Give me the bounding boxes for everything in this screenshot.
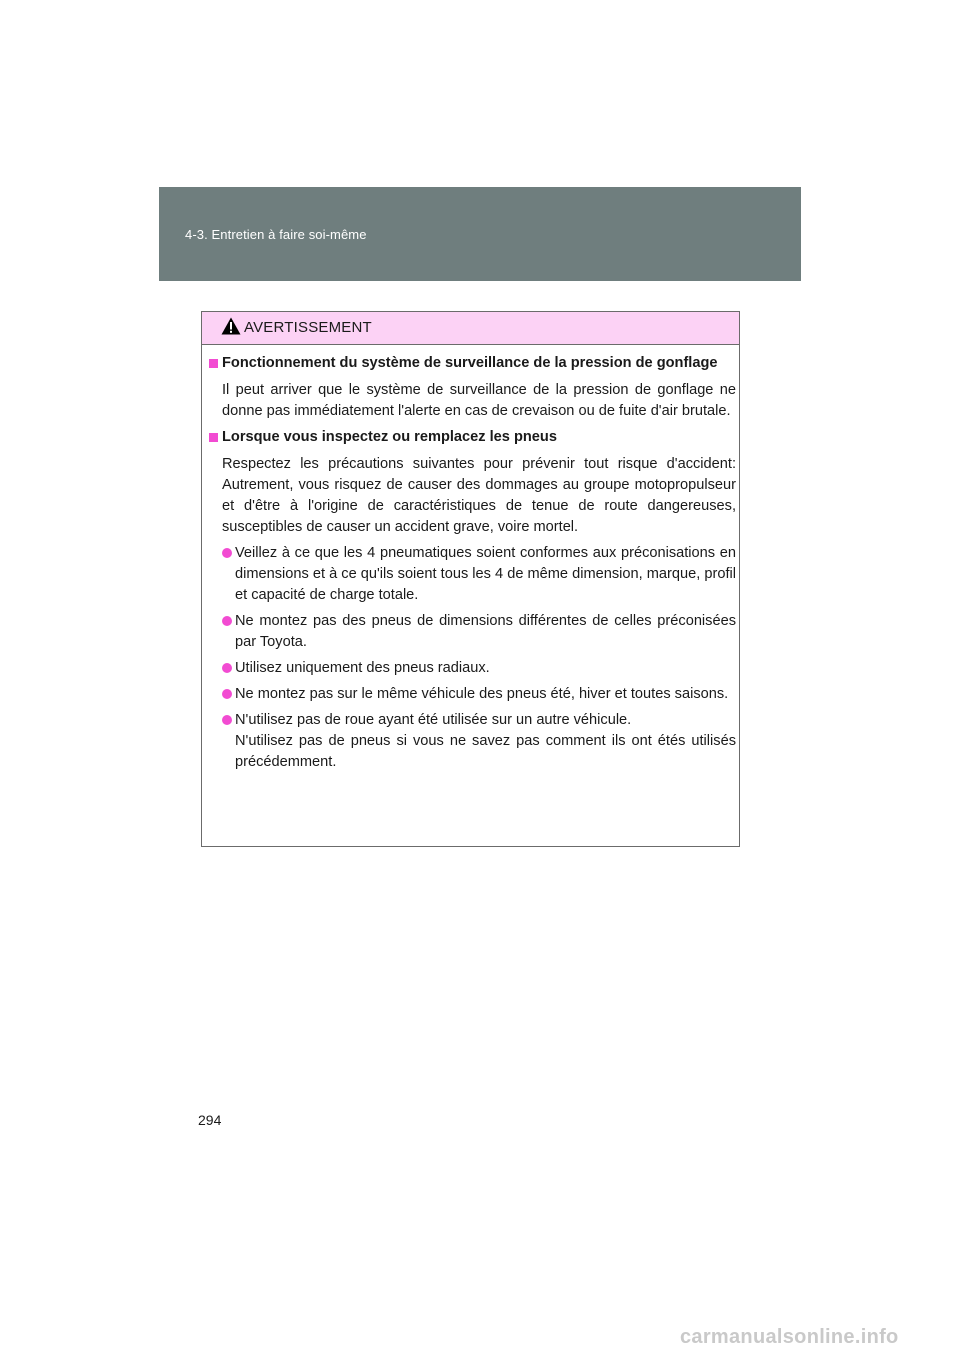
list-item-text: Ne montez pas sur le même véhicule des pneus été, hiver et toutes saisons.	[235, 686, 729, 702]
round-bullet-icon	[222, 616, 232, 626]
list-item-text: Veillez à ce que les 4 pneumatiques soient conformes aux préconisations en dimensions et à ce qu'ils soient tous les 4 de même dimension, marque, profil et capacité de charge totale.	[235, 545, 736, 603]
section-heading	[209, 427, 736, 448]
list-item-line: N'utilisez pas de roue ayant été utilisée sur un autre véhicule.	[235, 712, 632, 728]
section-heading	[209, 353, 736, 374]
list-item-text	[235, 710, 736, 773]
list-item	[222, 684, 736, 705]
list-item	[222, 658, 736, 679]
round-bullet-icon	[222, 689, 232, 699]
round-bullet-icon	[222, 663, 232, 673]
warning-title: AVERTISSEMENT	[244, 319, 372, 336]
warning-triangle-icon	[221, 317, 241, 335]
section-paragraph: Respectez les précautions suivantes pour prévenir tout risque d'accident: Autrement, vous risquez de causer des dommages au groupe motopropulseur et d'être à l'origine de caractéristiques de tenue de route dangereuses, susceptibles de causer un accident grave, voire mortel.	[222, 456, 736, 535]
round-bullet-icon	[222, 715, 232, 725]
warning-content	[209, 353, 736, 778]
watermark: carmanualsonline.info	[680, 1326, 899, 1348]
section-heading-text: Lorsque vous inspectez ou remplacez les pneus	[222, 429, 557, 445]
warning-box	[201, 311, 740, 847]
list-item	[222, 543, 736, 606]
list-item-line: N'utilisez pas de pneus si vous ne savez pas comment ils ont étés utilisés précédemment.	[235, 733, 736, 770]
list-item	[222, 611, 736, 653]
section-heading-text: Fonctionnement du système de surveillance de la pression de gonflage	[222, 355, 718, 371]
header-band	[159, 187, 801, 281]
list-item	[222, 710, 736, 773]
section-paragraph: Il peut arriver que le système de surveillance de la pression de gonflage ne donne pas immédiatement l'alerte en cas de crevaison ou de fuite d'air brutale.	[222, 382, 736, 419]
round-bullet-icon	[222, 548, 232, 558]
square-bullet-icon	[209, 433, 218, 442]
warning-header	[202, 312, 739, 345]
square-bullet-icon	[209, 359, 218, 368]
list-item-text: Utilisez uniquement des pneus radiaux.	[235, 660, 490, 676]
list-item-text: Ne montez pas des pneus de dimensions différentes de celles préconisées par Toyota.	[235, 613, 736, 650]
section-title: 4-3. Entretien à faire soi-même	[185, 227, 367, 242]
page-number: 294	[198, 1112, 222, 1128]
